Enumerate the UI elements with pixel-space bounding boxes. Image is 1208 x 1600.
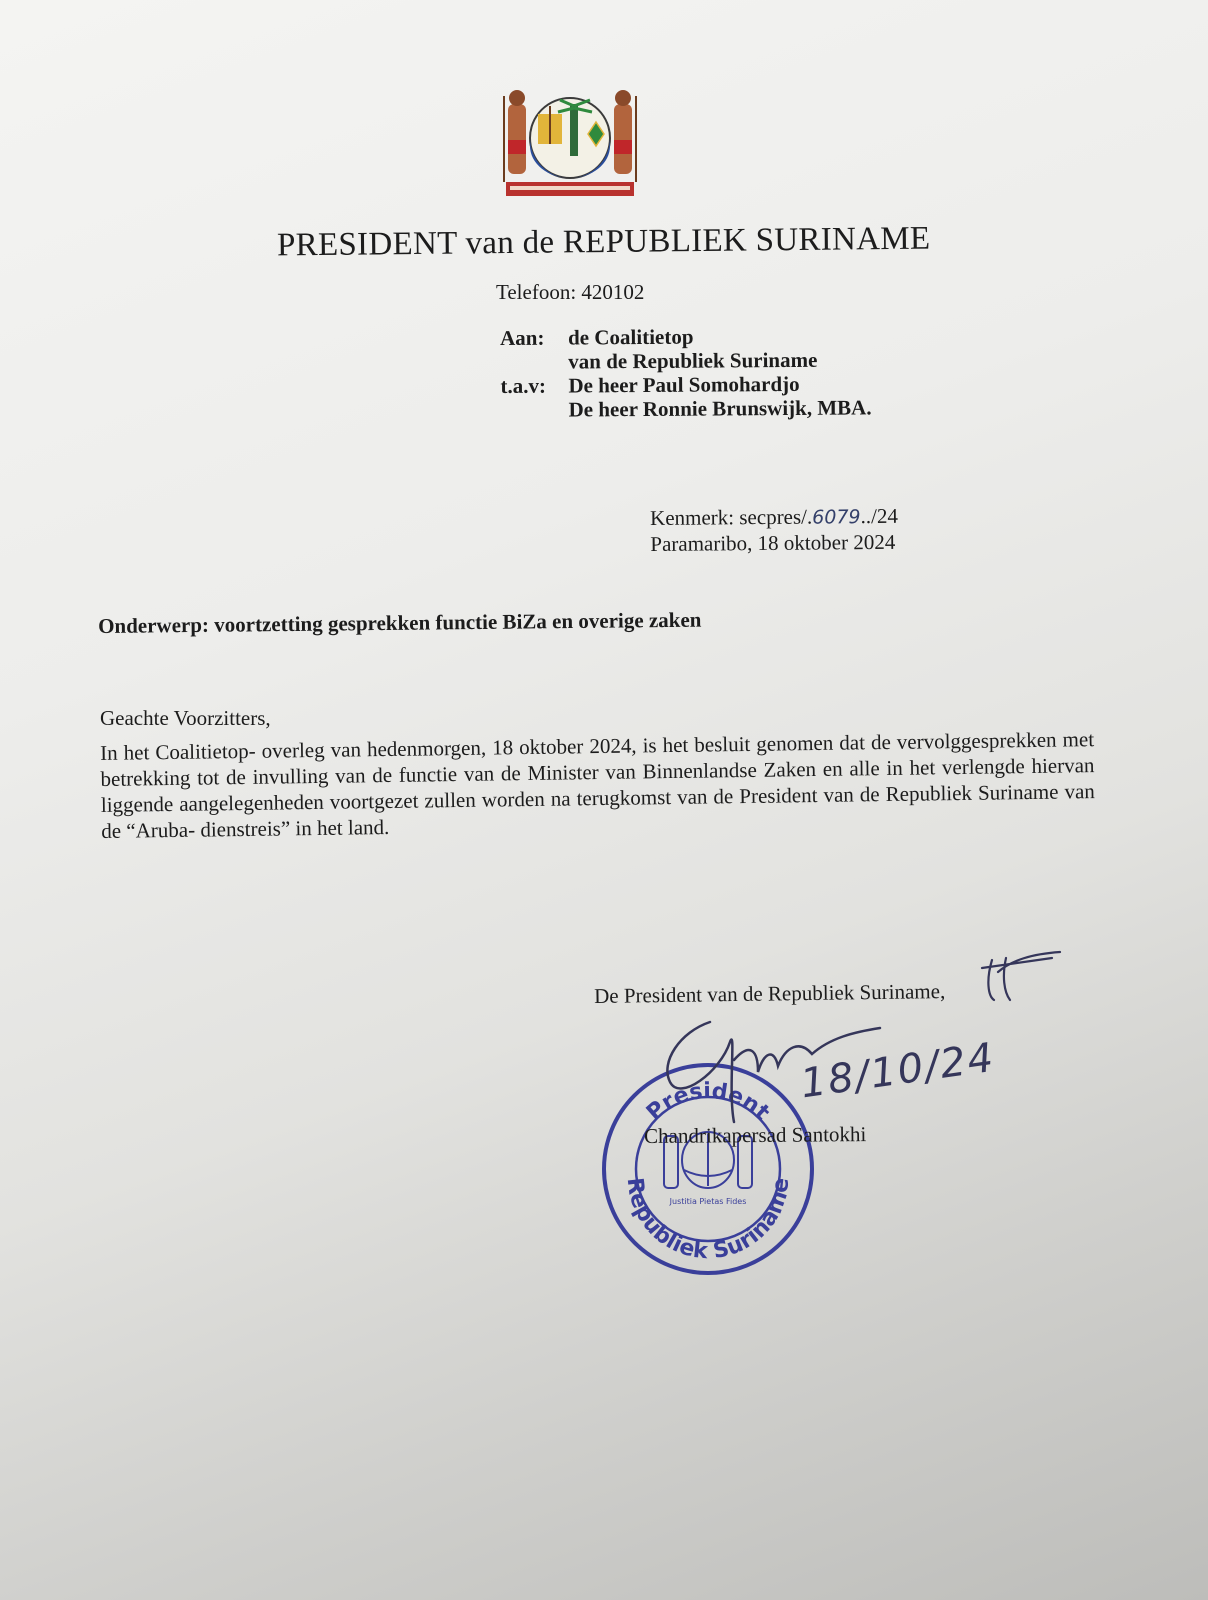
handwritten-date: 18/10/24 (797, 1034, 998, 1108)
kenmerk-handwritten-number: 6079 (812, 506, 861, 529)
signatory-name: Chandrikapersad Santokhi (644, 1122, 867, 1148)
to-line-1: de Coalitietop (567, 324, 694, 350)
stamp-top-text: President (642, 1078, 775, 1126)
stamp-bottom-text: Republiek Suriname (621, 1176, 795, 1265)
letterhead-title: PRESIDENT van de REPUBLIEK SURINAME (277, 220, 931, 264)
body-paragraph: In het Coalitietop- overleg van hedenmorgen, 18 oktober 2024, is het besluit genomen dat de vervolggesprekken met betrekking tot de invulling van de functie van de Minister van Binnenlandse Zaken en alle in het verlengde hiervan liggende aangelegenheden voortgezet zullen worden na terugkomst van de President van de Republiek Suriname van de “Aruba- dienstreis” in het land. (100, 727, 1095, 843)
salutation: Geachte Voorzitters, (100, 706, 271, 730)
to-label: Aan: (500, 325, 545, 350)
signatory-title: De President van de Republiek Suriname, (594, 979, 946, 1008)
attn-label: t.a.v: (500, 373, 547, 398)
stamp-motto: Justitia Pietas Fides (669, 1197, 747, 1206)
handwritten-initials-icon (972, 950, 1064, 1010)
coat-of-arms-icon (500, 86, 640, 206)
letterhead-phone: Telefoon: 420102 (496, 280, 645, 304)
attn-line-1: De heer Paul Somohardjo (568, 371, 800, 398)
to-line-2: van de Republiek Suriname (568, 347, 818, 374)
recipient-block (500, 323, 872, 422)
place-date: Paramaribo, 18 oktober 2024 (650, 529, 896, 556)
attn-line-2: De heer Ronnie Brunswijk, MBA. (568, 395, 872, 422)
subject-line: Onderwerp: voortzetting gesprekken functie BiZa en overige zaken (98, 607, 702, 638)
reference-block (650, 504, 898, 557)
kenmerk-line: Kenmerk: secpres/.6079../24 (650, 503, 899, 530)
